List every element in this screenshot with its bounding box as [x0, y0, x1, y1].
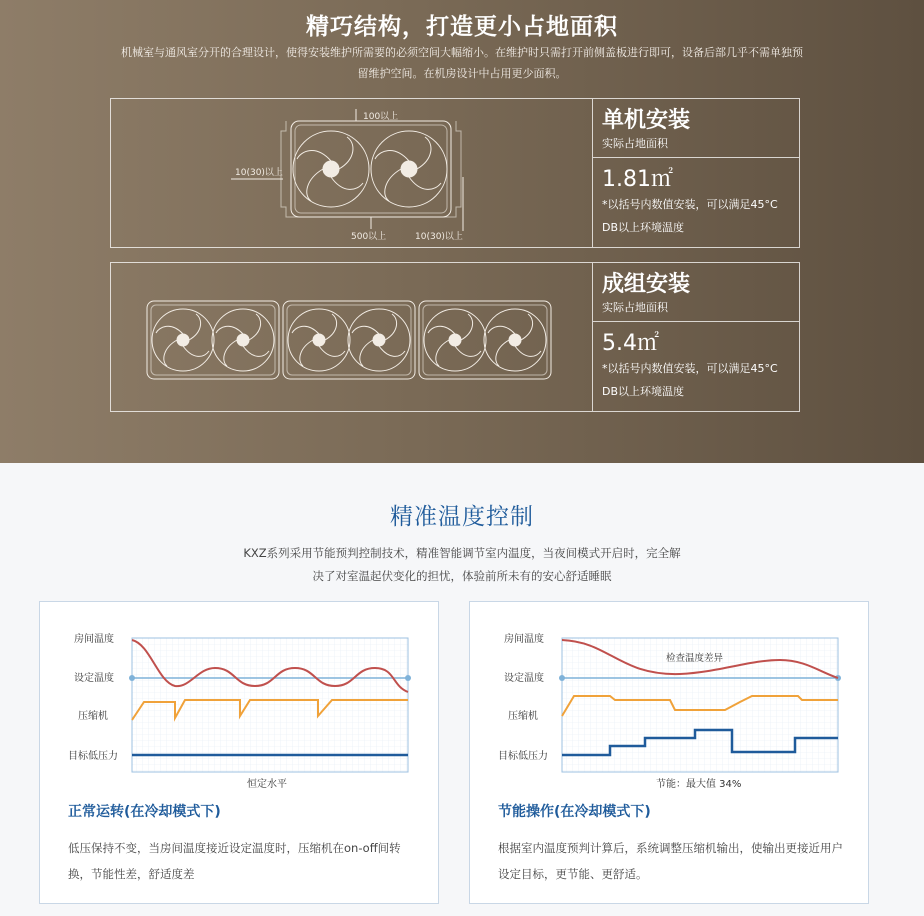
energy-saving-chart — [470, 602, 870, 794]
install-sub: 实际占地面积 — [602, 301, 668, 314]
normal-operation-chart — [40, 602, 440, 794]
section-title: 精巧结构，打造更小占地面积 — [306, 14, 618, 40]
section-description: 机械室与通风室分开的合理设计，使得安装维护所需要的必须空间大幅缩小。在维护时只需打开前侧盖板进行即可，设备后部几乎不需单独预留维护空间。在机房设计中占用更少面积。 — [121, 46, 803, 80]
card-title: 节能操作(在冷却模式下) — [498, 804, 651, 820]
divider — [593, 321, 799, 322]
chart-annotation: 检查温度差异 — [666, 653, 724, 664]
single-unit-diagram — [111, 99, 592, 247]
install-note: *以括号内数值安装，可以满足45°C DB以上环境温度 — [602, 362, 778, 398]
card-title: 正常运转(在冷却模式下) — [68, 804, 221, 820]
unit-group-2 — [283, 301, 415, 379]
label-low-pressure: 目标低压力 — [68, 751, 118, 762]
label-room-temp: 房间温度 — [504, 634, 544, 645]
install-heading: 单机安装 — [602, 108, 691, 133]
install-heading: 成组安装 — [602, 272, 691, 297]
card-text: 根据室内温度预判计算后，系统调整压缩机输出，使输出更接近用户设定目标，更节能、更舒适。 — [498, 841, 843, 881]
area-value: 1.81㎡ — [602, 167, 673, 192]
chart-caption: 节能：最大值 34% — [656, 779, 742, 790]
section-title: 精准温度控制 — [390, 504, 534, 530]
label-compressor: 压缩机 — [78, 711, 108, 722]
group-install-info — [592, 263, 799, 411]
single-install-info — [592, 99, 799, 247]
label-room-temp: 房间温度 — [74, 634, 114, 645]
install-sub: 实际占地面积 — [602, 137, 668, 150]
single-install-panel — [110, 98, 800, 248]
group-unit-diagram — [111, 263, 592, 411]
section-description: KXZ系列采用节能预判控制技术，精准智能调节室内温度，当夜间模式开启时，完全解决了对室温起伏变化的担忧，体验前所未有的安心舒适睡眠 — [243, 546, 681, 583]
area-value: 5.4㎡ — [602, 331, 659, 356]
dim-left-label: 10(30)以上 — [235, 168, 283, 178]
fan-icon — [293, 131, 369, 207]
install-note: *以括号内数值安装，可以满足45°C DB以上环境温度 — [602, 198, 778, 234]
label-compressor: 压缩机 — [508, 711, 538, 722]
divider — [593, 157, 799, 158]
dim-right-label: 10(30)以上 — [415, 232, 463, 242]
normal-operation-card — [39, 601, 439, 904]
label-set-temp: 设定温度 — [504, 673, 544, 684]
chart-caption: 恒定水平 — [247, 779, 287, 790]
unit-group-1 — [147, 301, 279, 379]
unit-group-3 — [419, 301, 551, 379]
label-set-temp: 设定温度 — [74, 673, 114, 684]
temperature-control-section — [0, 463, 924, 916]
label-low-pressure: 目标低压力 — [498, 751, 548, 762]
energy-saving-card — [469, 601, 869, 904]
fan-icon — [371, 131, 447, 207]
card-text: 低压保持不变，当房间温度接近设定温度时，压缩机在on-off间转换，节能性差，舒适度差 — [68, 841, 401, 881]
group-install-panel — [110, 262, 800, 412]
dim-bottom-label: 500以上 — [351, 232, 387, 242]
dim-top-label: 100以上 — [363, 112, 399, 122]
